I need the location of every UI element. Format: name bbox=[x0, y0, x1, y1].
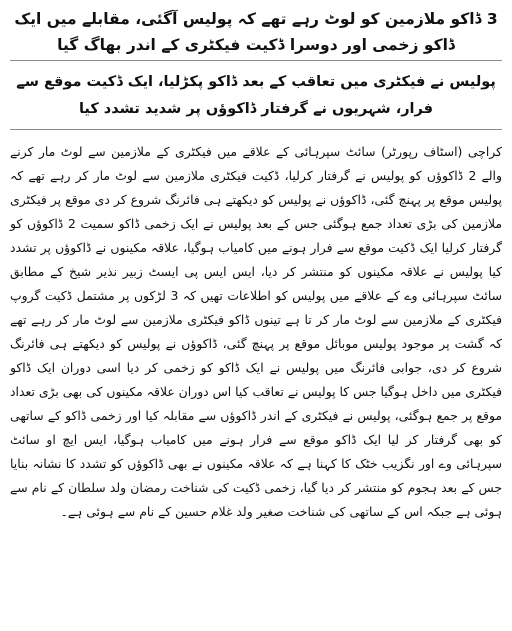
article-headline: 3 ڈاکو ملازمین کو لوٹ رہے تھے کہ پولیس آگئی، مقابلے میں ایک ڈاکو زخمی اور دوسرا ڈکیت فیکٹری کے اندر بھاگ گیا bbox=[14, 10, 498, 54]
article-subheadline: پولیس نے فیکٹری میں تعاقب کے بعد ڈاکو پکڑلیا، ایک ڈکیت موقع سے فرار، شہریوں نے گرفتار ڈاکوؤں پر شدید تشدد کیا bbox=[16, 74, 496, 117]
article-body: کراچی (اسٹاف رپورٹر) سائٹ سپرہائی کے علاقے میں فیکٹری کے ملازمین سے لوٹ مار کرنے والے 2 ڈاکوؤں کو پولیس نے گرفتار کرلیا، ڈکیت فیکٹری ملازمین سے لوٹ مار کر رہے تھے کہ پولیس موقع پر پہنچ گئی، ڈاکوؤں نے پولیس کو دیکھتے ہی فائرنگ شروع کر دی موقع پر فیکٹری ملازمین کی بڑی تعداد جمع ہوگئی جس کے بعد پولیس نے ایک زخمی ڈاکو سمیت 2 ڈاکوؤں کو گرفتار کرلیا ایک ڈکیت موقع سے فرار ہونے میں کامیاب ہوگیا، علاقہ مکینوں نے ڈاکوؤں پر تشدد کیا پولیس نے علاقہ مکینوں کو منتشر کر دیا، ایس ایس پی ایسٹ زبیر نذیر شیخ کے مطابق سائٹ سپرہائی وے کے علاقے میں پولیس کو اطلاعات تھیں کہ 3 لڑکوں پر مشتمل ڈکیت گروپ فیکٹری کے ملازمین سے لوٹ مار کر تا ہے تینوں ڈاکو فیکٹری ملازمین سے لوٹ مار کر رہے تھے کہ گشت پر موجود پولیس موبائل موقع پر پہنچ گئی، ڈاکوؤں نے پولیس کو دیکھتے ہی فائرنگ شروع کر دی، جوابی فائرنگ میں پولیس نے ایک ڈاکو کو زخمی کر دیا اسی دوران ایک ڈاکو فیکٹری میں داخل ہوگیا جس کا پولیس نے تعاقب کیا اس دوران علاقہ مکینوں کی بھی بڑی تعداد موقع پر جمع ہوگئی، پولیس نے فیکٹری کے اندر ڈاکوؤں سے مقابلہ کیا اور زخمی ڈاکو کے ساتھی کو بھی گرفتار کر لیا ایک ڈاکو موقع سے فرار ہونے میں کامیاب ہوگیا، ایس ایچ او سائٹ سپرہائی وے اور نگزیب خٹک کا کہنا ہے کہ علاقہ مکینوں نے بھی ڈاکوؤں کو تشدد کا نشانہ بنایا جس کے بعد ہجوم کو منتشر کر دیا گیا، زخمی ڈکیت کی شناخت رمضان ولد سلطان کے نام سے ہوئی ہے جبکہ اس کے ساتھی کی شناخت صغیر ولد غلام حسین کے نام سے ہوئی ہے۔ bbox=[10, 144, 502, 519]
